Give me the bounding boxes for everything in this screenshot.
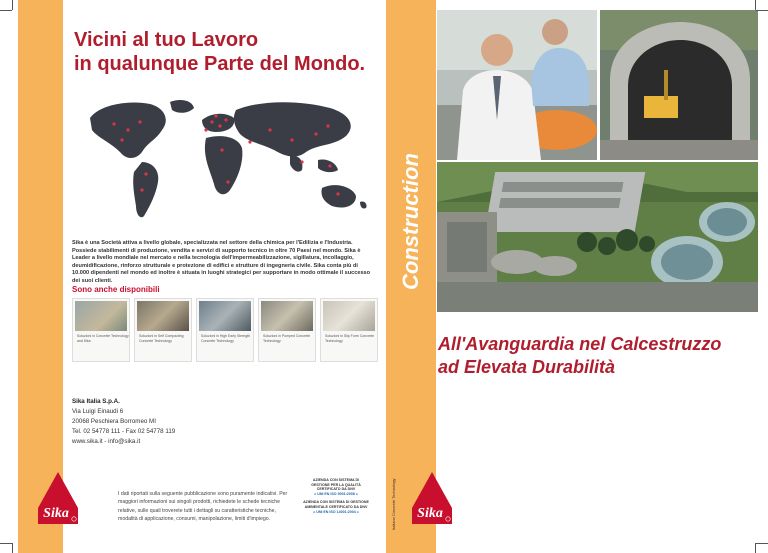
crop-mark [755, 543, 756, 553]
cert-norm: = UNI EN ISO 9001:2008 = [314, 491, 358, 496]
brochure-item[interactable] [320, 298, 378, 362]
cert-line: AZIENDA CON SISTEMA DI GESTIONE [303, 500, 369, 505]
crop-mark [0, 10, 12, 11]
contact-web[interactable]: www.sika.it - info@sika.it [72, 438, 141, 445]
spine-small-label [388, 450, 398, 530]
cert-line: AMBIENTALE CERTIFICATO DA DNV [304, 504, 368, 509]
sika-logo-right [410, 470, 454, 526]
svg-text:Sika: Sika [417, 506, 443, 521]
available-heading: Sono anche disponibili [72, 285, 160, 294]
brochure-cover-image [261, 301, 313, 331]
brochure-item[interactable] [72, 298, 130, 362]
brochure-title: Soluzioni in Slip Form Concrete Technology [325, 334, 375, 343]
right-title [438, 333, 758, 379]
brochure-cover-image [75, 301, 127, 331]
left-title [74, 28, 374, 76]
crop-mark [12, 543, 13, 553]
crop-mark [12, 0, 13, 10]
lab-photo [437, 10, 597, 160]
svg-text:Sika: Sika [43, 506, 69, 521]
wastewater-plant-photo [437, 162, 758, 312]
sika-logo [36, 470, 80, 526]
brochure-cover-image [323, 301, 375, 331]
address-city: 20068 Peschiera Borromeo MI [72, 418, 156, 425]
brochure-list [72, 298, 378, 360]
address-street: Via Luigi Einaudi 6 [72, 408, 124, 415]
brochure-item[interactable] [258, 298, 316, 362]
right-title-line1: All'Avanguardia nel Calcestruzzo [438, 334, 722, 354]
brochure-item[interactable] [196, 298, 254, 362]
tunnel-photo [600, 10, 758, 160]
company-name: Sika Italia S.p.A. [72, 398, 120, 405]
brochure-cover-image [137, 301, 189, 331]
left-title-line1: Vicini al tuo Lavoro [74, 29, 259, 51]
crop-mark [755, 0, 756, 10]
crop-mark [756, 543, 768, 544]
brochure-title: Soluzioni in Concrete Technology and Sika [77, 334, 129, 343]
brochure-title: Soluzioni in Pumped Concrete Technology [263, 334, 311, 343]
brochure-item[interactable] [134, 298, 192, 362]
company-address [72, 397, 272, 447]
brochure-title: Soluzioni in High Early Strength Concrete Technology [201, 334, 251, 343]
brochure-cover-image [199, 301, 251, 331]
left-title-line2: in qualunque Parte del Mondo. [74, 53, 366, 75]
cert-norm: = UNI EN ISO 14001:2004 = [313, 509, 359, 514]
quality-cert [300, 478, 372, 514]
contact-phone: Tel. 02 54778 111 - Fax 02 54778 119 [72, 428, 176, 435]
cert-line: AZIENDA CON SISTEMA DI [312, 478, 360, 482]
company-intro: Sika è una Società attiva a livello globale, specializzata nel settore della chimica per l'Edilizia e l'Industria. Possiede stabilimenti di produzione, vendita e servizi di supporto tecnico in oltre 70 Paesi nel mondo. Sika è Leader a livello mondiale nel mercato e nella tecnologia dell'impermeabilizzazione, sigillatura, incollaggio, deumidificazione, rinforzo strutturale e protezione di edifici e strutture di ingegneria civile. Sika conta più di 10.000 dipendenti nel mondo ed inoltre è situata in luoghi strategici per supportare in modo ottimale il successo dei suoi clienti. [72, 240, 371, 284]
crop-mark [0, 543, 12, 544]
right-title-line2: ad Elevata Durabilità [438, 357, 616, 377]
cert-line: CERTIFICATO DA DNV [316, 487, 356, 492]
crop-mark [756, 10, 768, 11]
brochure-title: Soluzioni in Self Compacting Concrete Technology [139, 334, 184, 343]
spine-small-text: Italiano Concrete Technology [391, 478, 396, 530]
disclaimer-text: I dati riportati sulla seguente pubblicazione sono puramente indicativi. Per maggiori informazioni sui singoli prodotti, richiedete le schede tecniche relative, sulle quali troverete tutti i dettagli su caratteristiche tecniche, modalità di applicazione, consumi, manipolazione, limiti d'impiego. [118, 491, 288, 523]
cert-line: GESTIONE PER LA QUALITÀ [311, 482, 361, 487]
world-map [70, 90, 370, 230]
construction-label [396, 150, 426, 290]
construction-text: Construction [398, 153, 423, 290]
